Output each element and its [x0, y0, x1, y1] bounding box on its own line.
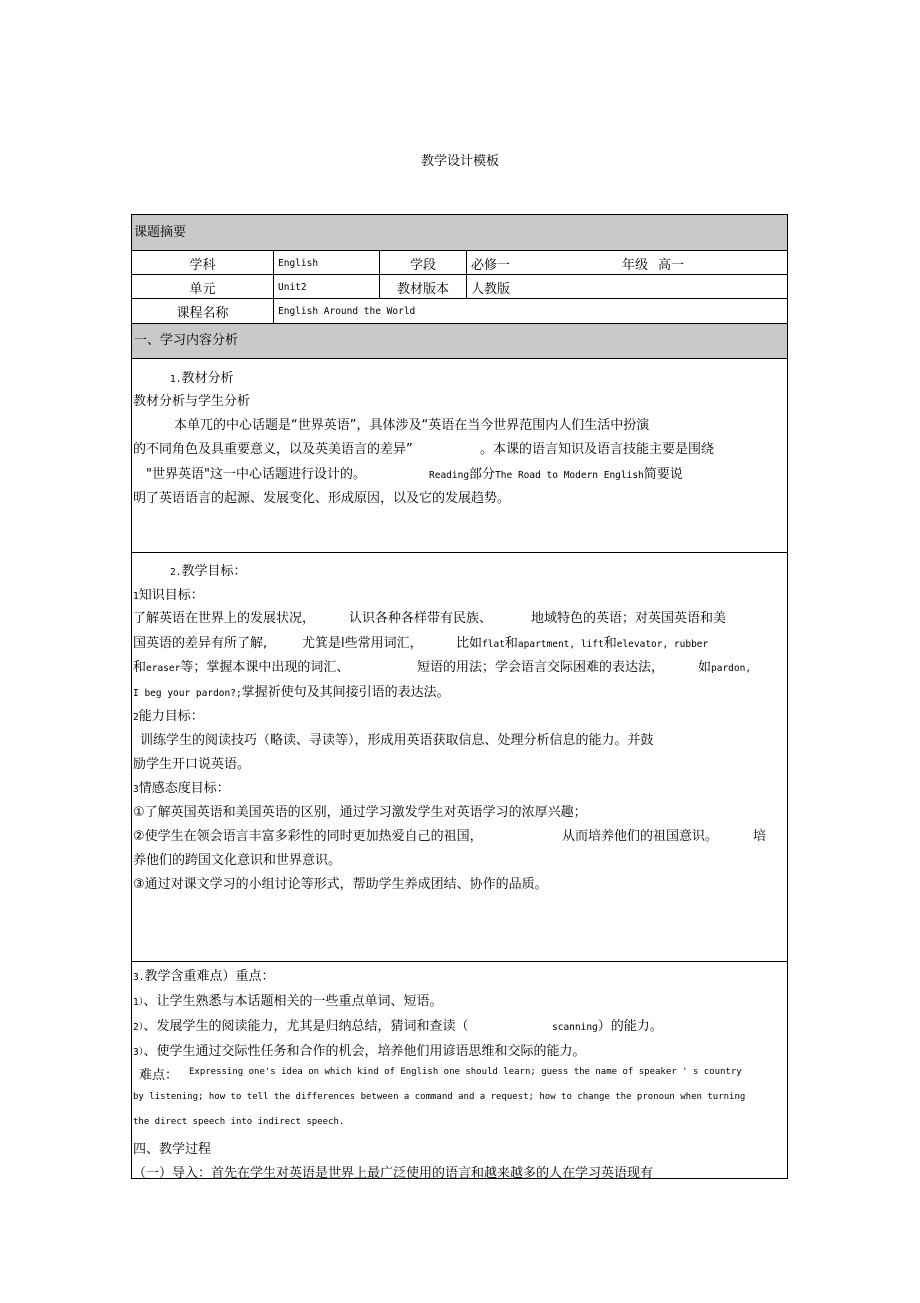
divider	[132, 552, 787, 553]
text-fragment: ）的能力。	[597, 1019, 663, 1034]
text-fragment: 等；掌握本课中出现的词汇、	[180, 660, 350, 675]
text-line: 培	[753, 829, 767, 844]
text-line: "世界英语"这一中心话题进行设计的。	[146, 467, 366, 482]
item-number: 1	[133, 591, 139, 602]
item-number: 2	[133, 712, 139, 723]
text-line: 励学生开口说英语。	[133, 757, 251, 772]
text-fragment: pardon,	[711, 663, 752, 674]
text-line: 明了英语语言的起源、发展变化、形成原因，以及它的发展趋势。	[133, 491, 511, 506]
item-title: 教学含重难点）重点：	[144, 969, 275, 984]
text-line: ①了解英国英语和美国英语的区别，通过学习激发学生对英语学习的浓厚兴趣；	[133, 805, 587, 820]
text-line: the direct speech into indirect speech.	[133, 1117, 345, 1127]
text-line: 尤箕是l些常用词汇，	[302, 636, 423, 651]
text-fragment: 简要说	[643, 467, 683, 482]
text-line: 国英语的差异有所了解,	[133, 636, 268, 651]
item-number: 3	[133, 784, 139, 795]
edition-label: 教材版本	[379, 275, 466, 299]
text-fragment: flat	[482, 639, 505, 650]
grade-label: 年级	[622, 257, 649, 273]
stage-value: 必修一	[471, 257, 511, 273]
text-line: Expressing one's idea on which kind of English one should learn; guess the name of speaker ' s country	[189, 1067, 742, 1077]
item-number: 3）	[133, 1047, 144, 1058]
text-line: ③通过对课文学习的小组讨论等形式，帮助学生养成团结、协作的品质。	[133, 877, 548, 892]
difficulty-label: 难点：	[139, 1068, 179, 1083]
text-line: 的不同角色及具重要意义，以及英美语言的差异”	[133, 442, 413, 457]
text-fragment: scanning	[552, 1022, 598, 1033]
text-line: 养他们的跨国文化意识和世界意识。	[133, 853, 342, 868]
item-number: 2）	[133, 1022, 144, 1033]
lesson-plan-table	[131, 214, 788, 1179]
unit-label: 单元	[189, 281, 216, 297]
summary-header: 课题摘要	[132, 215, 787, 250]
text-line: by listening; how to tell the differences between a command and a request; how to change the pronoun when turning	[133, 1092, 746, 1102]
text-fragment: Reading	[429, 470, 470, 481]
text-fragment: 如	[698, 660, 712, 675]
text-line: 训练学生的阅读技巧（略读、寻读等），形成用英语获取信息、处理分析信息的能力。并鼓	[140, 733, 654, 748]
text-fragment: 掌握祈使句及其间接引语的表达法。	[241, 685, 450, 700]
text-fragment: apartment, lift	[517, 639, 604, 650]
text-line: 。本课的语言知识及语言技能主要是围绕	[480, 442, 715, 457]
text-line: 地域特色的英语；对英国英语和美	[531, 611, 727, 626]
text-fragment: 、让学生熟悉与本话题相关的一些重点单词、短语。	[143, 994, 443, 1009]
stage-grade-cell	[466, 251, 787, 275]
subject-value: English	[273, 251, 379, 275]
sub-number: 2.	[170, 567, 182, 578]
section4-title: 四、教学过程	[133, 1142, 212, 1157]
item-title: 知识目标：	[138, 588, 204, 603]
sub-title: 教学目标：	[181, 564, 247, 579]
text-fragment: The Road to Modern English	[495, 470, 644, 481]
summary-row-course	[132, 298, 787, 324]
text-line: 从而培养他们的祖国意识。	[562, 829, 719, 844]
text-line: 短语的用法；学会语言交际困难的表达法，	[417, 660, 665, 675]
text-fragment: eraser	[146, 663, 181, 674]
unit-value: Unit2	[273, 275, 379, 299]
text-fragment: 和	[504, 636, 518, 651]
course-value: English Around the World	[273, 299, 787, 324]
text-fragment: 和	[133, 660, 147, 675]
text-line: 认识各种各样带有民族、	[349, 611, 493, 626]
summary-row-subject	[132, 250, 787, 275]
text-fragment: 和	[603, 636, 617, 651]
section1-header: 一、学习内容分析	[132, 324, 787, 358]
item-title: 情感态度目标：	[138, 781, 230, 796]
text-fragment: 、发展学生的阅读能力，尤其是归纳总结，猜词和查读（	[143, 1019, 469, 1034]
text-fragment: 、使学生通过交际性任务和合作的机会，培养他们用谚语思维和交际的能力。	[143, 1044, 586, 1059]
summary-row-unit	[132, 274, 787, 299]
document-title: 教学设计模板	[420, 154, 499, 169]
item-number: 1）	[133, 997, 144, 1008]
text-line: 了解英语在世界上的发展状况，	[133, 611, 316, 626]
sub-number: 1.	[170, 374, 182, 385]
text-line: ②使学生在领会语言丰富多彩性的同时更加热爱自己的祖国，	[133, 829, 483, 844]
divider	[132, 358, 787, 359]
text-fragment: I beg your pardon?;	[133, 688, 242, 699]
text-fragment: 部分	[469, 467, 496, 482]
text-fragment: 比如	[456, 636, 483, 651]
course-label: 课程名称	[176, 306, 229, 321]
subject-label: 学科	[189, 257, 216, 273]
edition-value: 人教版	[466, 275, 787, 299]
item-number: 3.	[133, 972, 145, 983]
item-title: 能力目标：	[138, 709, 204, 724]
text-fragment: elevator, rubber	[616, 639, 709, 650]
grade-value: 高一	[658, 257, 685, 273]
text-line: 本单兀的中心话题是“世界英语”，具体涉及“英语在当今世界范围内人们生活中扮演	[174, 418, 650, 433]
text-line: 教材分析与学生分析	[133, 394, 251, 409]
sub-title: 教材分析	[181, 371, 234, 386]
text-line: （一）导入：首先在学生对英语是世界上最广泛使用的语言和越来越多的人在学习英语现有	[133, 1166, 654, 1181]
divider	[132, 961, 787, 962]
stage-label: 学段	[379, 251, 466, 275]
